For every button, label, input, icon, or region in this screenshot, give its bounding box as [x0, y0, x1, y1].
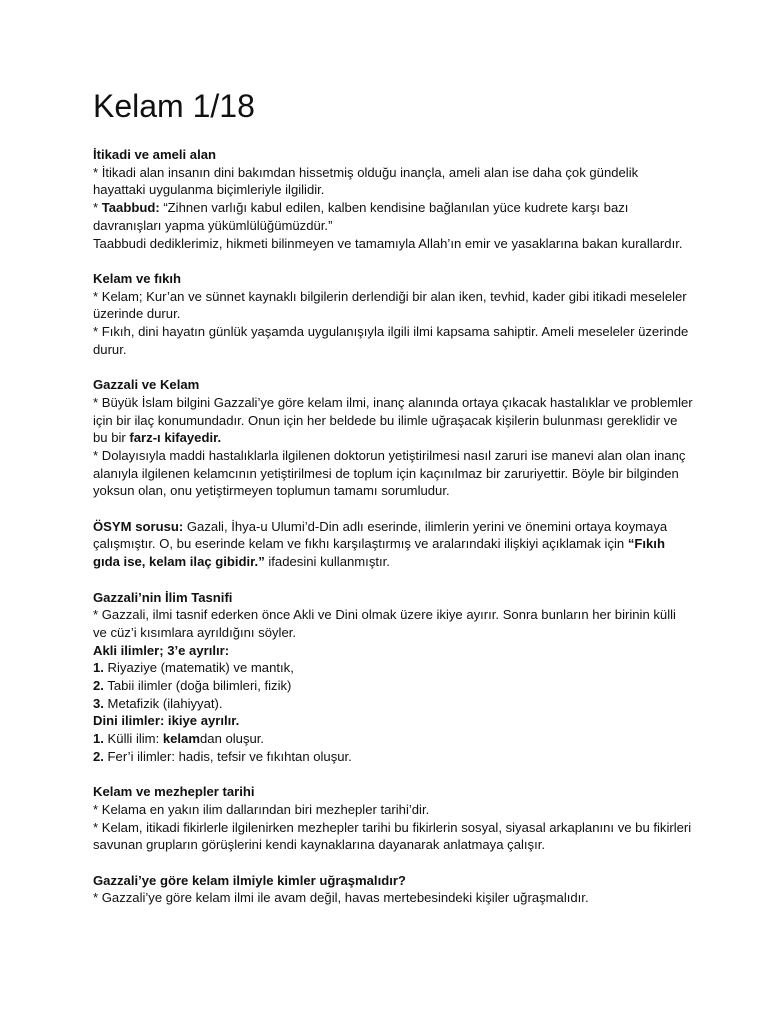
list-item: 1. Külli ilim: kelamdan oluşur. [93, 731, 265, 747]
paragraph: * Kelam, itikadi fikirlerle ilgilenirken mezhepler tarihi bu fikirlerin sosyal, siyasal arkaplanını ve bu fikirleri savunan grupların görüşlerini kendi kaynaklarına dayanarak anlatmaya çalışır. [93, 819, 692, 853]
list-item: 2. Fer’i ilimler: hadis, tefsir ve fıkıhtan oluşur. [93, 748, 352, 764]
section-heading-itikadi: İtikadi ve ameli alan [93, 147, 216, 162]
spacer [93, 854, 693, 872]
spacer [93, 500, 693, 518]
quote: “Fıkıh gıda ise, kelam ilaç gibidir.” [93, 536, 665, 570]
spacer [93, 358, 693, 376]
dini-ilimler-heading: Dini ilimler: ikiye ayrılır. [93, 713, 240, 729]
list-item: 3. Metafizik (ilahiyyat). [93, 695, 223, 711]
spacer [93, 252, 693, 270]
term-taabbud: Taabbud: [101, 200, 160, 216]
section-heading-kelam-fikih: Kelam ve fıkıh [93, 270, 182, 286]
osym-question-paragraph: ÖSYM sorusu: Gazali, İhya-u Ulumi’d-Din adlı eserinde, ilimlerin yerini ve önemini ortaya koymaya çalışmıştır. O, bu eserinde kelam ve fıkhı karşılaştırmış ve aralarındaki ilişkiyi açıklamak için “Fıkıh gıda ise, kelam ilaç gibidir.” ifadesini kullanmıştır. [93, 518, 668, 570]
paragraph: * Taabbud: “Zihnen varlığı kabul edilen, kalben kendisine bağlanılan yüce kudrete karşı bazı davranışları yapma yükümlülüğümüzdür.” [93, 200, 629, 233]
list-item: 2. Tabii ilimler (doğa bilimleri, fizik) [93, 678, 292, 694]
paragraph: * Kelama en yakın ilim dallarından biri mezhepler tarihi’dir. [93, 801, 430, 817]
paragraph: * Gazzali’ye göre kelam ilmi ile avam değil, havas mertebesindeki kişiler uğraşmalıdır. [93, 890, 589, 906]
paragraph: * Dolayısıyla maddi hastalıklarla ilgilenen doktorun yetiştirilmesi nasıl zaruri ise manevi alan olan inanç alanıyla ilgilenen kelamcının yetiştirilmesi de toplum için kaçınılmaz bir zaruriyettir. Böyle bir bilginden yoksun olan, onu yetiştirmeyen toplumun tamamı sorumludur. [93, 447, 686, 499]
section-heading-mezhepler: Kelam ve mezhepler tarihi [93, 784, 255, 800]
spacer [93, 766, 693, 784]
document-body [93, 146, 693, 907]
paragraph: * Fıkıh, dini hayatın günlük yaşamda uygulanışıyla ilgili ilmi kapsama sahiptir. Ameli meseleler üzerinde durur. [93, 324, 689, 357]
page-title: Kelam 1/18 [93, 88, 255, 124]
section-heading-ilim-tasnifi: Gazzali’nin İlim Tasnifi [93, 589, 233, 605]
paragraph: * Kelam; Kur’an ve sünnet kaynaklı bilgilerin derlendiği bir alan iken, tevhid, kader gibi itikadi meseleler üzerinde durur. [93, 288, 687, 322]
list-item: 1. Riyaziye (matematik) ve mantık, [93, 660, 294, 676]
spacer [93, 571, 693, 589]
section-heading-kimler: Gazzali’ye göre kelam ilmiyle kimler uğraşmalıdır? [93, 872, 406, 888]
section-heading-gazzali-kelam: Gazzali ve Kelam [93, 377, 200, 393]
paragraph: * Gazzali, ilmi tasnif ederken önce Akli ve Dini olmak üzere ikiye ayırır. Sonra bunların her birinin külli ve cüz’i kısımlara ayrıldığını söyler. [93, 607, 676, 640]
paragraph: * İtikadi alan insanın dini bakımdan hissetmiş olduğu inançla, ameli alan ise daha çok gündelik hayattaki uygulanma biçimleriyle ilgilidir. [93, 164, 639, 198]
term-farz-i-kifaye: farz-ı kifayedir. [129, 430, 222, 446]
akli-ilimler-heading: Akli ilimler; 3’e ayrılır: [93, 642, 230, 658]
paragraph: Taabbudi dediklerimiz, hikmeti bilinmeyen ve tamamıyla Allah’ın emir ve yasaklarına bakan kurallardır. [93, 235, 683, 251]
paragraph: * Büyük İslam bilgini Gazzali’ye göre kelam ilmi, inanç alanında ortaya çıkacak hastalıklar ve problemler için bir ilaç konumundadır. Onun için her beldede bu ilimle uğraşacak kişilerin bulunması gereklidir ve bu bir farz-ı kifayedir. [93, 394, 693, 446]
